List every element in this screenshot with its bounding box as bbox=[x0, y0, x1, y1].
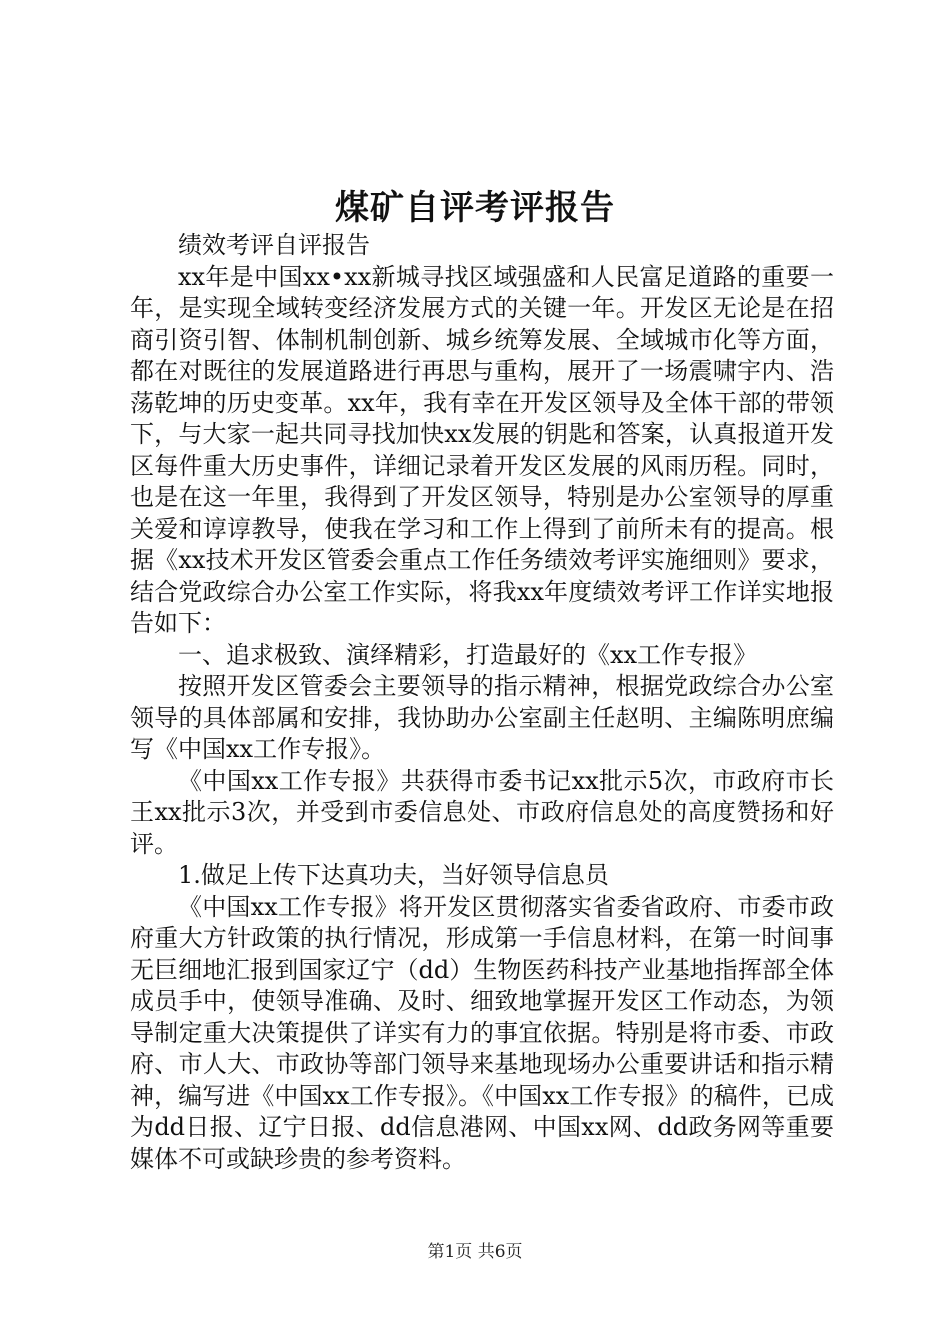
document-title: 煤矿自评考评报告 bbox=[335, 188, 615, 228]
section-paragraph-1: 按照开发区管委会主要领导的指示精神，根据党政综合办公室领导的具体部属和安排，我协助办公室副主任赵明、主编陈明庶编写《中国xx工作专报》。 bbox=[130, 672, 834, 763]
document-body bbox=[130, 230, 834, 1175]
section-paragraph-2: 《中国xx工作专报》共获得市委书记xx批示5次，市政府市长王xx批示3次，并受到市委信息处、市政府信息处的高度赞扬和好评。 bbox=[130, 766, 834, 858]
subtitle-paragraph: 绩效考评自评报告 bbox=[178, 231, 370, 259]
page-number-footer: 第1页 共6页 bbox=[427, 1242, 523, 1262]
subsection-paragraph-1: 《中国xx工作专报》将开发区贯彻落实省委省政府、市委市政府重大方针政策的执行情况，形成第一手信息材料，在第一时间事无巨细地汇报到国家辽宁（dd）生物医药科技产业基地指挥部全体成员手中，使领导准确、及时、细致地掌握开发区工作动态，为领导制定重大决策提供了详实有力的事宜依据。特别是将市委、市政府、市人大、市政协等部门领导来基地现场办公重要讲话和指示精神，编写进《中国xx工作专报》。《中国xx工作专报》的稿件，已成为dd日报、辽宁日报、dd信息港网、中国xx网、dd政务网等重要媒体不可或缺珍贵的参考资料。 bbox=[130, 892, 834, 1173]
intro-paragraph: xx年是中国xx•xx新城寻找区域强盛和人民富足道路的重要一年，是实现全域转变经济发展方式的关键一年。开发区无论是在招商引资引智、体制机制创新、城乡统筹发展、全域城市化等方面，都在对既往的发展道路进行再思与重构，展开了一场震啸宇内、浩荡乾坤的历史变革。xx年，我有幸在开发区领导及全体干部的带领下，与大家一起共同寻找加快xx发展的钥匙和答案，认真报道开发区每件重大历史事件，详细记录着开发区发展的风雨历程。同时，也是在这一年里，我得到了开发区领导，特别是办公室领导的厚重关爱和谆谆教导，使我在学习和工作上得到了前所未有的提高。根据《xx技术开发区管委会重点工作任务绩效考评实施细则》要求，结合党政综合办公室工作实际，将我xx年度绩效考评工作详实地报告如下： bbox=[130, 262, 834, 637]
section-heading-1: 一、追求极致、演绎精彩，打造最好的《xx工作专报》 bbox=[178, 640, 758, 669]
subsection-heading-1: 1.做足上传下达真功夫，当好领导信息员 bbox=[178, 861, 609, 889]
